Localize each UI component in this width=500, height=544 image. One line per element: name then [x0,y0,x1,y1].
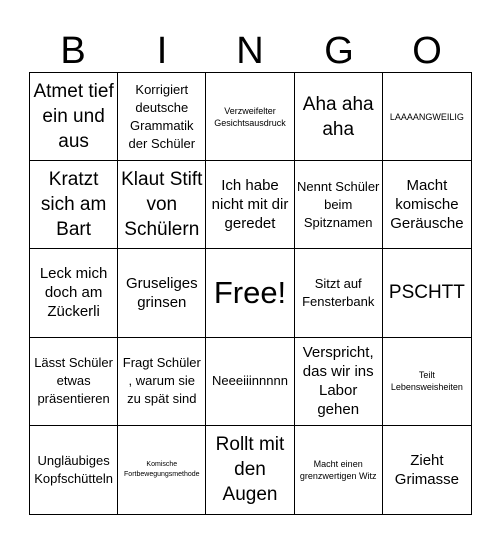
bingo-board [29,72,472,515]
bingo-cell-r3-c1[interactable] [30,249,118,337]
free-space-label: Free! [213,274,287,310]
bingo-cell-r4-c5[interactable] [383,338,471,426]
cell-text: Ungläubiges Kopfschütteln [34,452,113,486]
bingo-cell-r2-c1[interactable] [30,161,118,249]
header-letter-g: G [324,30,354,72]
cell-text: Klaut Stift von Schülern [121,169,203,241]
bingo-cell-r1-c5[interactable] [383,73,471,161]
bingo-cell-r3-c3-free[interactable] [206,249,294,337]
cell-text: Leck mich doch am Zückerli [39,265,108,321]
header-letter-o: O [412,30,442,72]
bingo-cell-r4-c4[interactable] [295,338,383,426]
bingo-cell-r5-c2[interactable] [118,426,206,514]
cell-text: Verspricht, das wir ins Labor gehen [302,344,374,419]
bingo-cell-r2-c3[interactable] [206,161,294,249]
cell-text: Atmet tief ein und aus [33,81,114,153]
cell-text: Fragt Schüler , warum sie zu spät sind [122,355,201,407]
cell-text: Aha aha aha [302,93,374,140]
bingo-cell-r3-c5[interactable] [383,249,471,337]
cell-text: Macht einen grenzwertigen Witz [299,458,377,481]
bingo-cell-r5-c1[interactable] [30,426,118,514]
cell-text: PSCHTT [388,282,465,304]
bingo-cell-r2-c4[interactable] [295,161,383,249]
bingo-cell-r4-c1[interactable] [30,338,118,426]
header-letter-b: B [60,30,86,72]
cell-text: Lässt Schüler etwas präsentieren [34,355,113,407]
bingo-cell-r2-c5[interactable] [383,161,471,249]
cell-text: Neeeiiinnnnn [212,373,288,389]
bingo-cell-r4-c2[interactable] [118,338,206,426]
cell-text: Verzweifelter Gesichtsausdruck [214,105,286,128]
bingo-cell-r5-c5[interactable] [383,426,471,514]
header-letter-n: N [236,30,264,72]
cell-text: Komische Fortbewegungsmethode [124,460,200,478]
cell-text: Korrigiert deutsche Grammatik der Schüler [128,81,196,151]
bingo-cell-r3-c2[interactable] [118,249,206,337]
bingo-cell-r1-c2[interactable] [118,73,206,161]
bingo-cell-r4-c3[interactable] [206,338,294,426]
bingo-header [29,30,472,72]
cell-text: LAAAANGWEILIG [389,111,464,122]
bingo-cell-r1-c4[interactable] [295,73,383,161]
bingo-cell-r3-c4[interactable] [295,249,383,337]
cell-text: Zieht Grimasse [394,451,459,488]
cell-text: Teilt Lebensweisheiten [390,370,463,393]
cell-text: Kratzt sich am Bart [40,169,107,241]
cell-text: Ich habe nicht mit dir geredet [211,177,289,233]
bingo-cell-r1-c1[interactable] [30,73,118,161]
bingo-cell-r2-c2[interactable] [118,161,206,249]
header-letter-i: I [156,30,168,72]
bingo-cell-r5-c3[interactable] [206,426,294,514]
cell-text: Gruseliges grinsen [125,274,198,311]
cell-text: Rollt mit den Augen [215,434,285,506]
cell-text: Macht komische Geräusche [390,177,464,233]
cell-text: Nennt Schüler beim Spitznamen [297,178,380,230]
bingo-cell-r1-c3[interactable] [206,73,294,161]
bingo-cell-r5-c4[interactable] [295,426,383,514]
bingo-grid [30,73,471,514]
cell-text: Sitzt auf Fensterbank [302,275,375,309]
